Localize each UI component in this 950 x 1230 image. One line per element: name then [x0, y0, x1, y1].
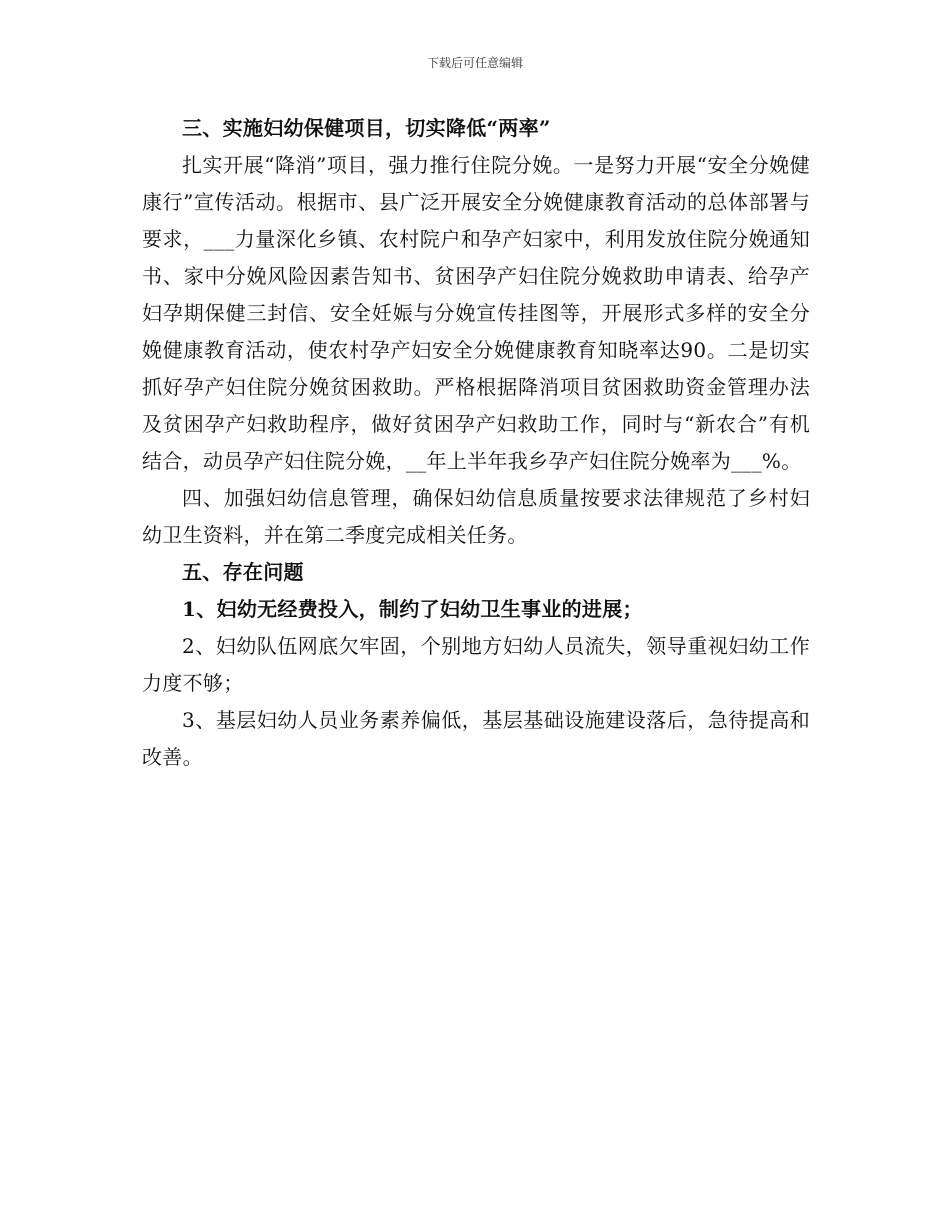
problem-item-1: 1、妇幼无经费投入，制约了妇幼卫生事业的进展；: [182, 597, 643, 621]
section-heading-5: 五、存在问题: [182, 560, 304, 584]
header-note: 下载后可任意编辑: [426, 56, 523, 70]
document-body: [142, 110, 810, 776]
problem-item-2: 2、妇幼队伍网底欠牢固，个别地方妇幼人员流失，领导重视妇幼工作力度不够；: [142, 634, 810, 695]
section-heading-3: 三、实施妇幼保健项目，切实降低“两率”: [182, 116, 551, 140]
paragraph-section-3: 扎实开展“降消”项目，强力推行住院分娩。一是努力开展“安全分娩健康行”宣传活动。根据市、县广泛开展安全分娩健康教育活动的总体部署与要求，___力量深化乡镇、农村院户和孕产妇家中，利用发放住院分娩通知书、家中分娩风险因素告知书、贫困孕产妇住院分娩救助申请表、给孕产妇孕期保健三封信、安全妊娠与分娩宣传挂图等，开展形式多样的安全分娩健康教育活动，使农村孕产妇安全分娩健康教育知晓率达90。二是切实抓好孕产妇住院分娩贫困救助。严格根据降消项目贫困救助资金管理办法及贫困孕产妇救助程序，做好贫困孕产妇救助工作，同时与“新农合”有机结合，动员孕产妇住院分娩，__年上半年我乡孕产妇住院分娩率为___%。: [142, 153, 810, 473]
paragraph-section-4: 四、加强妇幼信息管理，确保妇幼信息质量按要求法律规范了乡村妇幼卫生资料，并在第二季度完成相关任务。: [142, 486, 810, 547]
problem-item-3: 3、基层妇幼人员业务素养偏低，基层基础设施建设落后，急待提高和改善。: [142, 708, 810, 769]
